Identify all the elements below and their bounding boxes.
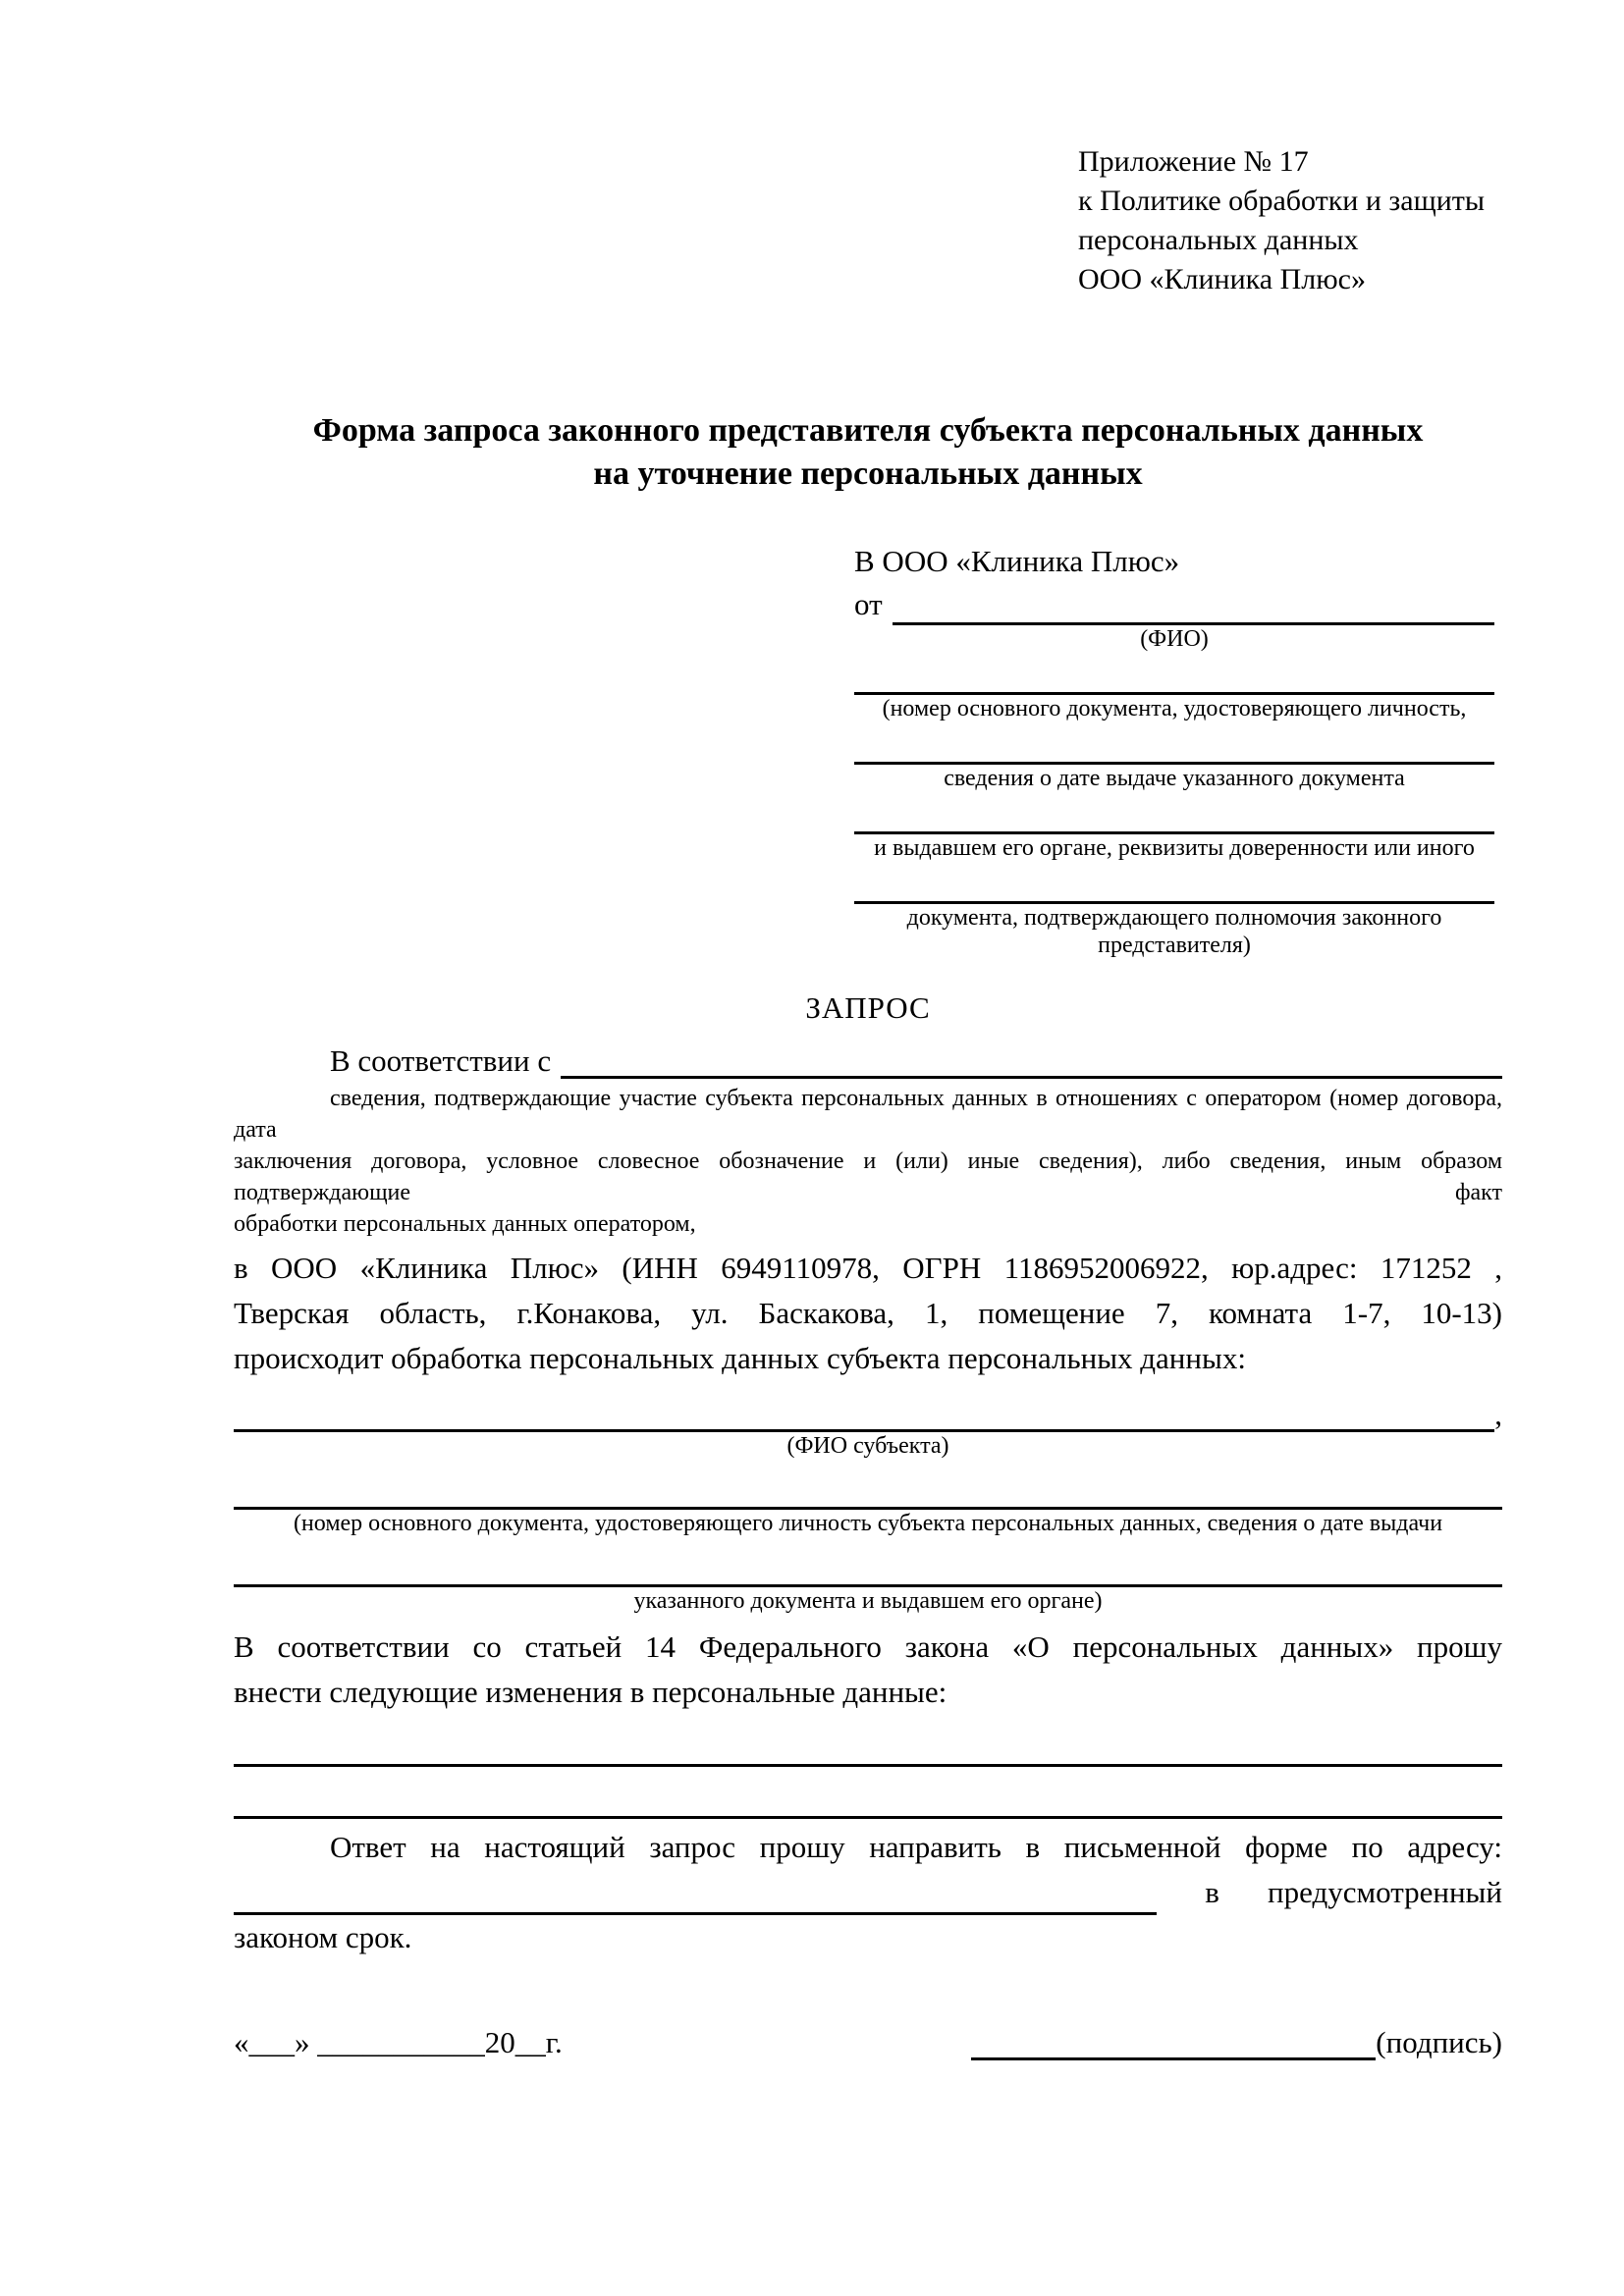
addressee-organization: В ООО «Клиника Плюс» [854, 544, 1180, 578]
answer-paragraph-tail: законом срок. [234, 1920, 412, 1954]
amendment-paragraph-line1: В соответствии со статьей 14 Федерального закона «О персональных данных» прошу [234, 1629, 1502, 1664]
document-number-fill-line [854, 653, 1494, 695]
basis-label: В соответствии с [330, 1043, 552, 1078]
form-title [234, 409, 1502, 496]
appendix-number: Приложение № 17 [1078, 145, 1309, 178]
changes-fill-line-2 [234, 1767, 1502, 1819]
appendix-header [1078, 142, 1502, 299]
subject-issuing-fill-line [234, 1537, 1502, 1587]
request-heading: ЗАПРОС [805, 990, 931, 1025]
answer-paragraph-line1: Ответ на настоящий запрос прошу направить в письменной форме по адресу: [330, 1830, 1502, 1864]
issue-date-fill-line [854, 722, 1494, 765]
answer-word-prescribed: предусмотренный [1268, 1875, 1502, 1909]
signature-group [971, 2018, 1502, 2060]
representative-authority-fill-line [854, 862, 1494, 904]
operator-paragraph-line1: в ООО «Клиника Плюс» (ИНН 6949110978, ОГРН 1186952006922, юр.адрес: 171252 , [234, 1251, 1502, 1285]
subject-document-caption2: указанного документа и выдавшем его органе) [633, 1588, 1103, 1614]
basis-footnote [234, 1083, 1502, 1240]
form-title-line1: Форма запроса законного представителя субъекта персональных данных [312, 412, 1424, 449]
date-signature-row [234, 2015, 1502, 2060]
representative-authority-caption: документа, подтверждающего полномочия законного представителя) [906, 905, 1442, 958]
subject-document-fill-line [234, 1460, 1502, 1510]
policy-reference-line2: персональных данных [1078, 224, 1359, 256]
subject-document-caption1: (номер основного документа, удостоверяющего личность субъекта персональных данных, сведения о дате выдачи [293, 1511, 1443, 1536]
document-number-caption: (номер основного документа, удостоверяющего личность, [882, 696, 1467, 721]
signature-fill-line [971, 2018, 1376, 2060]
addressee-block [854, 541, 1494, 959]
basis-footnote-line3: обработки персональных данных оператором, [234, 1211, 696, 1237]
answer-word-in: в [1205, 1875, 1219, 1909]
policy-reference-line1: к Политике обработки и защиты [1078, 185, 1486, 217]
answer-paragraph [234, 1825, 1502, 1960]
basis-footnote-line2: заключения договора, условное словесное обозначение и (или) иные сведения), либо сведения, иным образом подтверждающие факт [234, 1148, 1502, 1205]
from-row [854, 582, 1494, 625]
operator-paragraph-line3: происходит обработка персональных данных субъекта персональных данных: [234, 1341, 1246, 1375]
answer-address-fill-line [234, 1870, 1157, 1915]
from-label: от [854, 587, 883, 621]
organization-name-header: ООО «Клиника Плюс» [1078, 263, 1366, 295]
basis-row [234, 1034, 1502, 1079]
basis-footnote-line1: сведения, подтверждающие участие субъекта персональных данных в отношениях с оператором (номер договора, дата [234, 1086, 1502, 1143]
subject-fio-row [234, 1389, 1502, 1432]
issue-date-caption: сведения о дате выдаче указанного документа [944, 766, 1405, 791]
amendment-paragraph [234, 1625, 1502, 1715]
operator-paragraph-line2: Тверская область, г.Конакова, ул. Баскакова, 1, помещение 7, комната 1-7, 10-13) [234, 1296, 1502, 1330]
issuing-authority-fill-line [854, 792, 1494, 834]
operator-paragraph [234, 1246, 1502, 1381]
document-content [234, 142, 1502, 2060]
answer-address-row [234, 1870, 1502, 1915]
issuing-authority-caption: и выдавшем его органе, реквизиты доверенности или иного [874, 835, 1475, 861]
changes-fill-line-1 [234, 1715, 1502, 1767]
form-title-line2: на уточнение персональных данных [593, 455, 1143, 492]
basis-fill-line [561, 1076, 1502, 1079]
amendment-paragraph-line2: внести следующие изменения в персональные данные: [234, 1675, 947, 1709]
signature-caption: (подпись) [1376, 2025, 1502, 2059]
subject-fio-caption: (ФИО субъекта) [786, 1433, 949, 1459]
fio-caption: (ФИО) [1140, 626, 1209, 652]
subject-fio-comma: , [1494, 1397, 1502, 1431]
date-line: «___» ___________20__г. [234, 2025, 563, 2059]
